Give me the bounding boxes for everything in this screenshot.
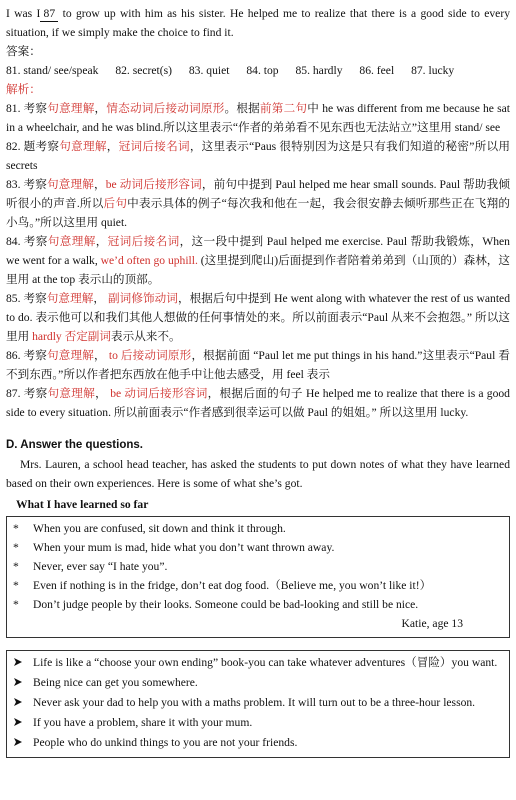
note-text: Even if nothing is in the fridge, don’t eat dog food.（Believe me, you won’t like it!） — [33, 579, 432, 592]
answer-85: 85. hardly — [295, 64, 343, 77]
intro-paragraph — [6, 4, 510, 42]
intro-before: I was I — [6, 7, 41, 20]
arrow-bullet-icon — [13, 733, 33, 753]
box1-title: What I have learned so far — [16, 498, 149, 511]
asterisk-bullet: * — [13, 522, 19, 535]
notes-box-second — [6, 650, 510, 758]
explanation-text: ，前句中提到 Paul helped me hear small sounds. Paul 帮助我倾听很小的声音.所以 — [6, 178, 510, 210]
explanation-number: 87. 考察 — [6, 387, 48, 400]
notes-box-katie — [6, 516, 510, 638]
list-item — [13, 653, 503, 673]
note-text: People who do unkind things to you are not your friends. — [33, 736, 298, 749]
explanation-text: ， — [94, 102, 107, 115]
keyword-highlight: 冠词后接名词 — [107, 235, 180, 248]
arrow-bullet-icon — [13, 653, 33, 673]
explanation-81 — [6, 99, 510, 137]
explanation-number: 86. 考察 — [6, 349, 48, 362]
intro-line1: to grow up with him as his sister. He helped me to realize that there is a good — [58, 7, 444, 20]
explanation-text: 中表示具体的例子“每次我和他在一起，我会很安静去倾听那些正在飞翔的小鸟。”所以这里用 quiet. — [6, 197, 510, 229]
intro-line2: side to every situation, if we simply make the choice to find it. — [6, 7, 510, 39]
explanation-text: ，这里表示“Paus 很特别因为这是只有我们知道的秘密”所以用 secrets — [6, 140, 510, 172]
list-item — [13, 519, 503, 538]
explanation-text: ， — [106, 140, 119, 153]
list-item — [13, 576, 503, 595]
answer-81: 81. stand/ see/speak — [6, 64, 99, 77]
keyword-highlight: 句意理解 — [47, 349, 95, 362]
note-text: Never ask your dad to help you with a maths problem. It will turn out to be a three-hour lesson. — [33, 696, 476, 709]
asterisk-bullet: * — [13, 560, 19, 573]
section-d-title: D. Answer the questions. — [6, 439, 143, 451]
keyword-highlight: be 动词后接形容词 — [105, 178, 202, 191]
explanation-text: 表示从来不。 — [111, 330, 181, 343]
explanation-text: ，这一段中提到 Paul helped me exercise. Paul 帮助我锻炼，When we went for a walk, — [6, 235, 510, 267]
keyword-highlight: 前第二句 — [259, 102, 308, 115]
keyword-highlight: 后句 — [103, 197, 128, 210]
signature: Katie, age 13 — [401, 617, 463, 630]
keyword-highlight: be 动词后接形容词 — [110, 387, 208, 400]
note-text: When you are confused, sit down and think it through. — [33, 522, 286, 535]
keyword-highlight: hardly 否定副词 — [32, 330, 111, 343]
list-item — [13, 538, 503, 557]
explanation-number: 85. 考察 — [6, 292, 47, 305]
explanation-86 — [6, 346, 510, 384]
answer-83: 83. quiet — [188, 64, 230, 77]
blank-number: 87 — [43, 7, 56, 20]
explanation-text: ， — [94, 349, 109, 362]
explanation-number: 82. 题考察 — [6, 140, 60, 153]
note-text: If you have a problem, share it with your mum. — [33, 716, 253, 729]
keyword-highlight: 句意理解 — [47, 102, 95, 115]
answer-list — [6, 61, 510, 80]
keyword-highlight: 句意理解 — [46, 292, 94, 305]
keyword-highlight: 副词修饰动词 — [108, 292, 178, 305]
arrow-bullet-icon — [13, 713, 33, 733]
arrow-bullet-icon — [13, 693, 33, 713]
keyword-highlight: we’d often go uphill. — [100, 254, 198, 267]
answer-heading: 答案： — [6, 45, 41, 58]
explanation-text: ，根据后句中提到 He went along with whatever the rest of us wanted to do. 表示他可以和我们其他人想做的任何事情处的来。所以前面表示“Paul 从来不会抱怨。” 所以这里用 — [6, 292, 510, 343]
explanation-82 — [6, 137, 510, 175]
explanation-text: ，根据后面的句子 He helped me to realize that there is a good side to every situation. 所以前面表示“作者感到很幸运可以做 Paul 的姐姐。” 所以这里用 lucky. — [6, 387, 510, 419]
keyword-highlight: 句意理解 — [47, 235, 96, 248]
answer-86: 86. feel — [359, 64, 395, 77]
section-d-intro: Mrs. Lauren, a school head teacher, has asked the students to put down notes of what they have learned based on their own experiences. Here is some of what she’s got. — [6, 458, 510, 490]
note-text: Don’t judge people by their looks. Someone could be bad-looking and still be nice. — [33, 598, 419, 611]
explanation-text: ， — [93, 292, 109, 305]
keyword-highlight: 情态动词后接动词原形 — [106, 102, 225, 115]
explanation-text: 中 he was different from me because he sat in a wheelchair, and he was blind.所以这里表示“作者的弟弟看不见东西也无法站立”这里用 stand/ see — [6, 102, 510, 134]
note-text: Being nice can get you somewhere. — [33, 676, 198, 689]
explanation-85 — [6, 289, 510, 346]
asterisk-bullet: * — [13, 579, 19, 592]
explanation-83 — [6, 175, 510, 232]
keyword-highlight: 句意理解 — [47, 387, 96, 400]
asterisk-bullet: * — [13, 541, 19, 554]
answer-blank-87[interactable] — [40, 7, 58, 22]
explanation-text: ， — [95, 387, 111, 400]
explanation-number: 81. 考察 — [6, 102, 48, 115]
explanation-text: ， — [95, 235, 108, 248]
answer-87: 87. lucky — [411, 64, 455, 77]
list-item — [13, 595, 503, 614]
explanation-text: (这里提到爬山)后面提到作者陪着弟弟到（山顶的）森林，这里用 at the top 表示山的顶部。 — [6, 254, 510, 286]
answer-84: 84. top — [246, 64, 279, 77]
explanation-text: ， — [94, 178, 106, 191]
keyword-highlight: 句意理解 — [59, 140, 107, 153]
list-item — [13, 693, 503, 713]
keyword-highlight: 冠词后接名词 — [118, 140, 190, 153]
list-item — [13, 557, 503, 576]
note-text: Life is like a “choose your own ending” book-you can take whatever adventures（冒险）you want. — [33, 656, 498, 669]
note-text: Never, ever say “I hate you”. — [33, 560, 168, 573]
keyword-highlight: 句意理解 — [47, 178, 94, 191]
answer-82: 82. secret(s) — [115, 64, 172, 77]
keyword-highlight: to 后接动词原形 — [108, 349, 192, 362]
explanation-text: ，根据前面 “Paul let me put things in his hand.”这里表示“Paul 看不到东西。”所以作者把东西放在他手中让他去感受，用 feel 表示 — [6, 349, 510, 381]
analysis-heading: 解析： — [6, 83, 41, 96]
explanation-87 — [6, 384, 510, 422]
list-item — [13, 673, 503, 693]
explanation-84 — [6, 232, 510, 289]
note-text: When your mum is mad, hide what you don’t want thrown away. — [33, 541, 335, 554]
explanation-text: 。根据 — [224, 102, 260, 115]
explanation-number: 83. 考察 — [6, 178, 48, 191]
arrow-bullet-icon — [13, 673, 33, 693]
list-item — [13, 713, 503, 733]
asterisk-bullet: * — [13, 598, 19, 611]
explanation-number: 84. 考察 — [6, 235, 48, 248]
list-item — [13, 733, 503, 753]
